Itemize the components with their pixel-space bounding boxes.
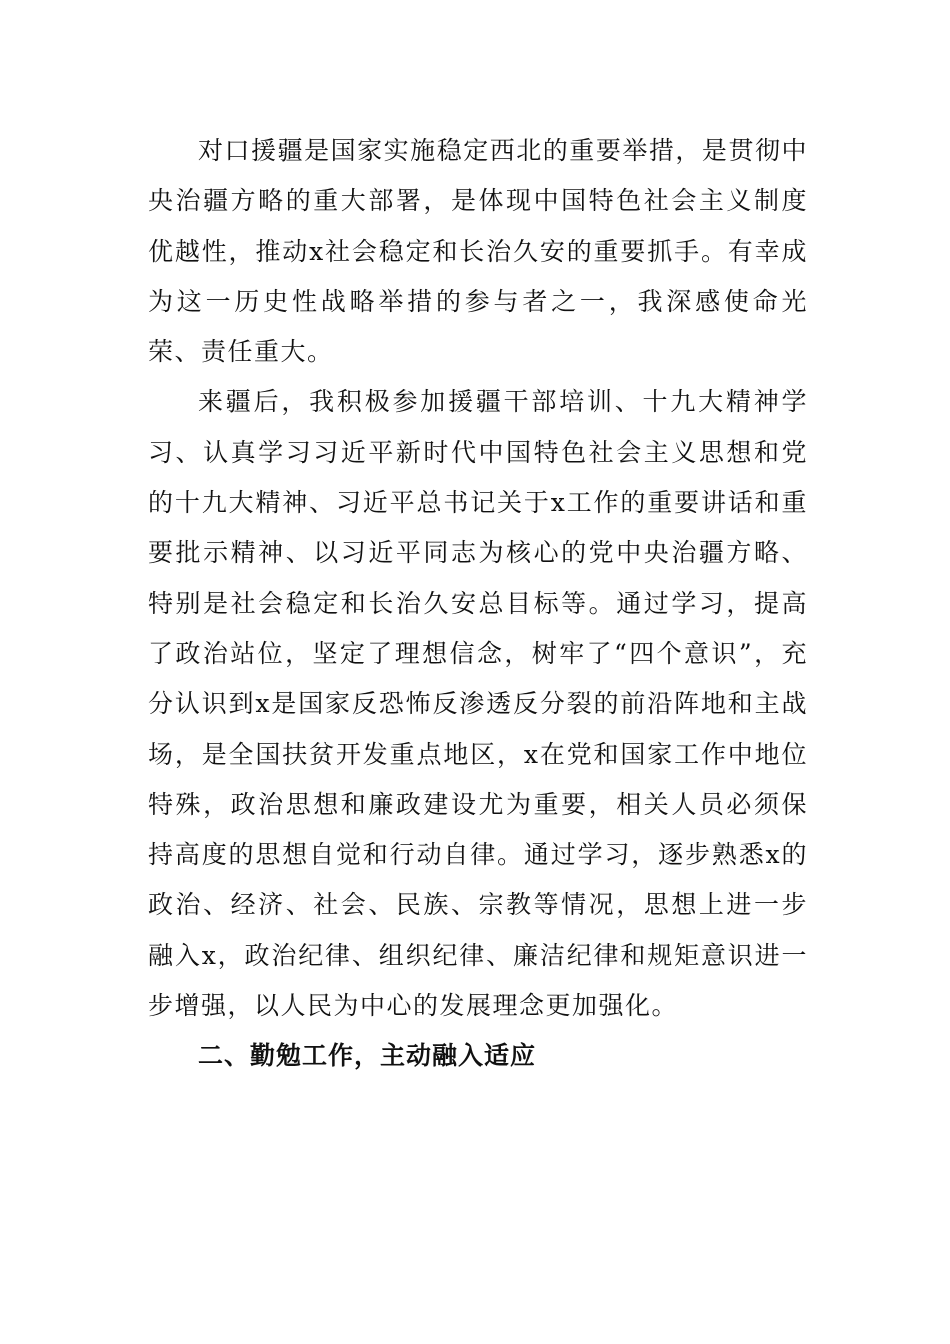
paragraph-1: 对口援疆是国家实施稳定西北的重要举措，是贯彻中央治疆方略的重大部署，是体现中国特色社会主义制度优越性，推动x社会稳定和长治久安的重要抓手。有幸成为这一历史性战略举措的参与者之一，我深感使命光荣、责任重大。 [148,136,808,367]
paragraph-2: 来疆后，我积极参加援疆干部培训、十九大精神学习、认真学习习近平新时代中国特色社会主义思想和党的十九大精神、习近平总书记关于x工作的重要讲话和重要批示精神、以习近平同志为核心的党中央治疆方略、特别是社会稳定和长治久安总目标等。通过学习，提高了政治站位，坚定了理想信念，树牢了“四个意识”，充分认识到x是国家反恐怖反渗透反分裂的前沿阵地和主战场，是全国扶贫开发重点地区，x在党和国家工作中地位特殊，政治思想和廉政建设尤为重要，相关人员必须保持高度的思想自觉和行动自律。通过学习，逐步熟悉x的政治、经济、社会、民族、宗教等情况，思想上进一步融入x，政治纪律、组织纪律、廉洁纪律和规矩意识进一步增强，以人民为中心的发展理念更加强化。 [148,387,808,1021]
document-body [148,126,808,1082]
section-heading: 二、勤勉工作，主动融入适应 [198,1041,537,1071]
